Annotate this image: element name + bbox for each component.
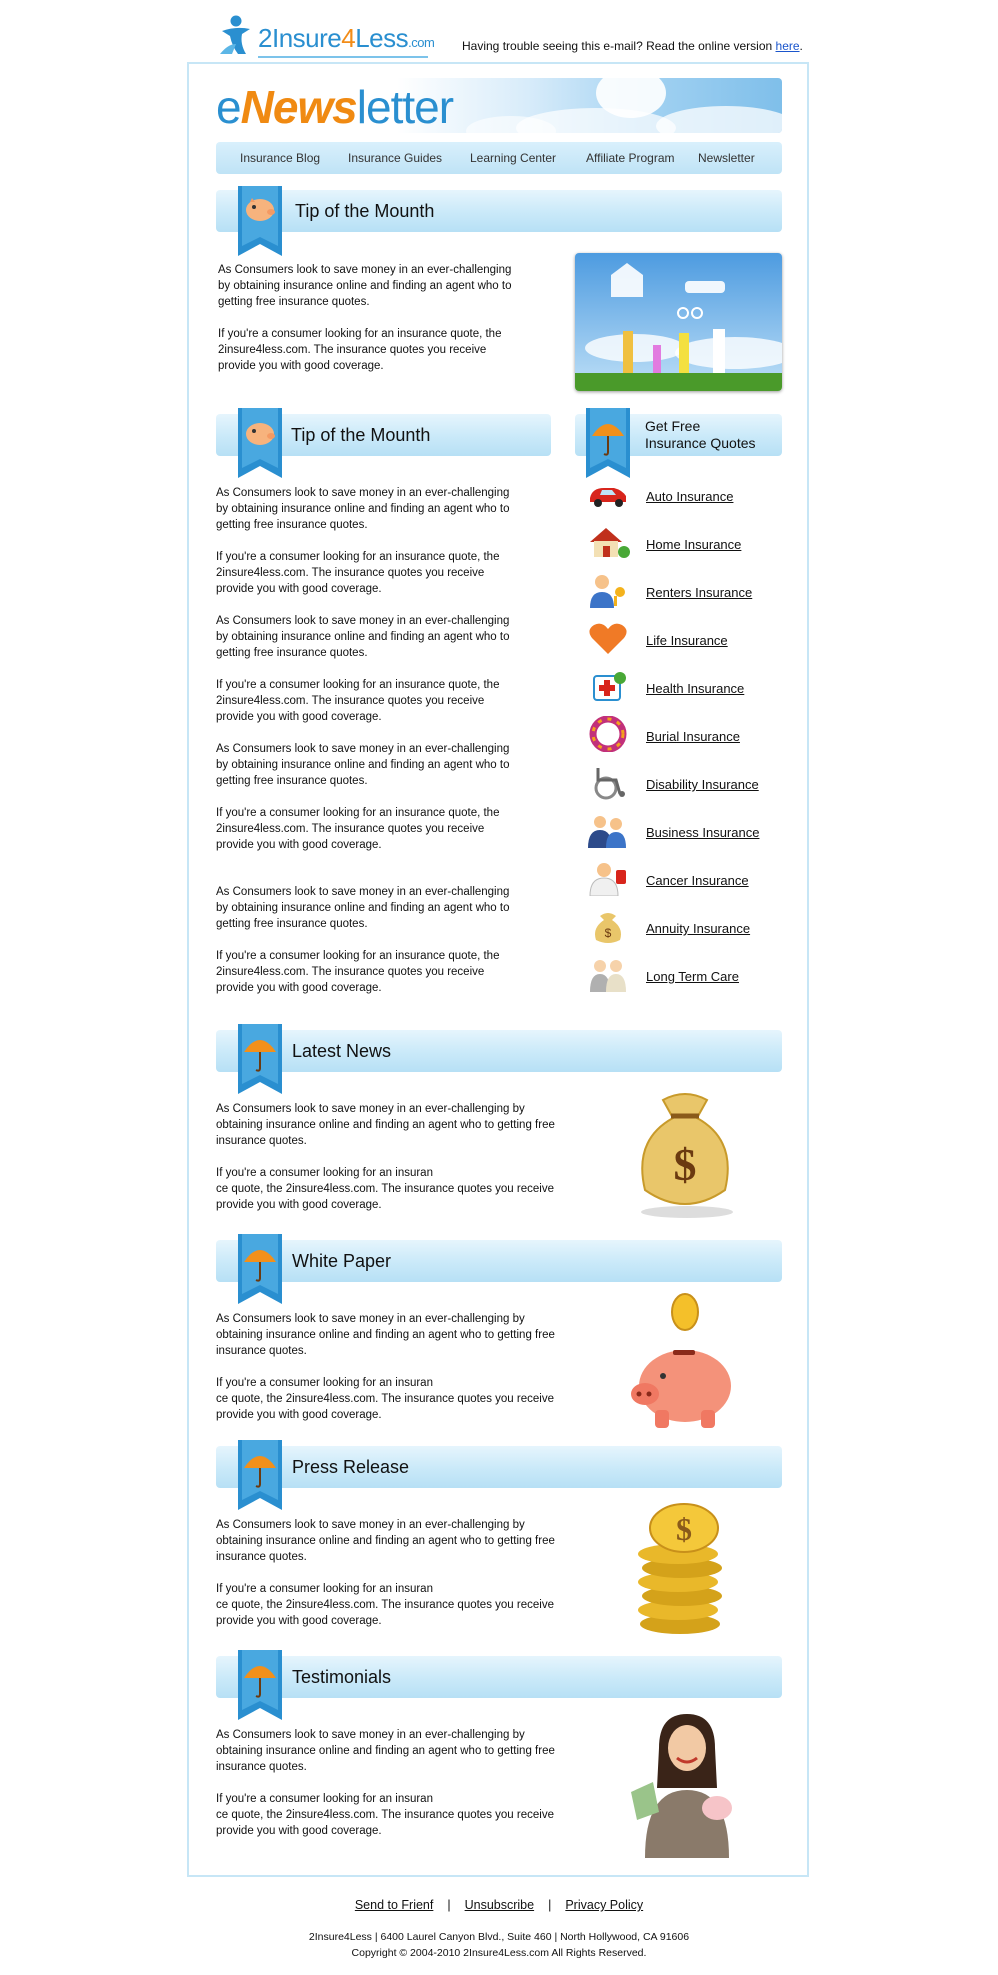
enewsletter-banner xyxy=(216,78,782,133)
tip-2-paragraph-6: If you're a consumer looking for an insurance quote, the 2insure4less.com. The insurance quotes you receive provide you with good coverage. xyxy=(216,807,500,851)
press-release-title: Press Release xyxy=(292,1457,410,1477)
piggy-bank-icon xyxy=(625,1290,745,1440)
quote-item-cancer[interactable] xyxy=(586,860,786,908)
logo-underline xyxy=(258,56,428,58)
quote-link-life[interactable]: Life Insurance xyxy=(646,633,728,648)
quotes-list xyxy=(586,476,786,1004)
nav-newsletter[interactable]: Newsletter xyxy=(698,151,755,165)
umbrella-icon xyxy=(238,1024,282,1094)
quotes-ribbon xyxy=(586,408,630,478)
quote-item-burial[interactable] xyxy=(586,716,786,764)
coin-stack-illustration xyxy=(622,1500,742,1645)
piggy-bank-illustration xyxy=(625,1290,745,1445)
svg-text:$: $ xyxy=(673,1139,697,1190)
banner-title: eNewsletter xyxy=(216,81,454,133)
renter-key-icon xyxy=(586,572,630,608)
quote-link-disability[interactable]: Disability Insurance xyxy=(646,777,759,792)
nav-insurance-guides[interactable]: Insurance Guides xyxy=(348,151,443,165)
umbrella-icon xyxy=(238,1440,282,1510)
latest-news-ribbon xyxy=(238,1024,282,1094)
main-nav xyxy=(216,142,782,174)
quote-link-auto[interactable]: Auto Insurance xyxy=(646,489,734,504)
car-icon xyxy=(586,476,630,512)
tip-paragraph-1: As Consumers look to save money in an ever-challenging by obtaining insurance online and finding an agent who to getting free insurance quotes. xyxy=(218,264,512,308)
quote-item-home[interactable] xyxy=(586,524,786,572)
quote-link-health[interactable]: Health Insurance xyxy=(646,681,745,696)
piggy-bank-icon xyxy=(238,186,282,256)
svg-text:$: $ xyxy=(676,1511,692,1547)
family-photo xyxy=(575,253,782,391)
logo-text: 2Insure4Less.com xyxy=(258,23,435,53)
footer-separator: | xyxy=(548,1898,552,1912)
umbrella-icon xyxy=(238,1650,282,1720)
tip-2-paragraph-5: As Consumers look to save money in an ever-challenging by obtaining insurance online and finding an agent who to getting free insurance quotes. xyxy=(216,743,510,787)
footer-links xyxy=(0,1898,998,1912)
woman-with-money-icon xyxy=(625,1708,745,1858)
testimonials-paragraph-2: If you're a consumer looking for an insuran ce quote, the 2insure4less.com. The insurance quotes you receive provide you with good coverage. xyxy=(216,1793,554,1837)
money-bag-icon xyxy=(586,908,630,944)
wreath-icon xyxy=(586,716,630,752)
testimonials-ribbon xyxy=(238,1650,282,1720)
tip-2-paragraph-7: As Consumers look to save money in an ever-challenging by obtaining insurance online and finding an agent who to getting free insurance quotes. xyxy=(216,886,510,930)
quote-item-health[interactable] xyxy=(586,668,786,716)
house-icon xyxy=(586,524,630,560)
logo[interactable] xyxy=(216,14,435,58)
press-release-paragraph-1: As Consumers look to save money in an ever-challenging by obtaining insurance online and finding an agent who to getting free insurance quotes. xyxy=(216,1519,555,1563)
footer-copyright: Copyright © 2004-2010 2Insure4Less.com All Rights Reserved. xyxy=(351,1947,647,1959)
quote-link-cancer[interactable]: Cancer Insurance xyxy=(646,873,749,888)
latest-news-title: Latest News xyxy=(292,1041,392,1061)
tip-2-paragraph-3: As Consumers look to save money in an ever-challenging by obtaining insurance online and finding an agent who to getting free insurance quotes. xyxy=(216,615,510,659)
piggy-bank-icon xyxy=(238,408,282,478)
testimonials-title: Testimonials xyxy=(292,1667,392,1687)
nav-learning-center[interactable]: Learning Center xyxy=(470,151,557,165)
elderly-couple-icon xyxy=(586,956,630,992)
white-paper-paragraph-1: As Consumers look to save money in an ever-challenging by obtaining insurance online and finding an agent who to getting free insurance quotes. xyxy=(216,1313,555,1357)
tip-2-paragraph-1: As Consumers look to save money in an ever-challenging by obtaining insurance online and finding an agent who to getting free insurance quotes. xyxy=(216,487,510,531)
quote-link-renters[interactable]: Renters Insurance xyxy=(646,585,753,600)
quote-link-annuity[interactable]: Annuity Insurance xyxy=(646,921,751,936)
quote-item-business[interactable] xyxy=(586,812,786,860)
business-people-icon xyxy=(586,812,630,848)
quote-item-annuity[interactable] xyxy=(586,908,786,956)
health-kit-icon xyxy=(586,668,630,704)
quote-item-life[interactable] xyxy=(586,620,786,668)
white-paper-ribbon xyxy=(238,1234,282,1304)
footer-address: 2Insure4Less | 6400 Laurel Canyon Blvd., Suite 460 | North Hollywood, CA 91606 xyxy=(308,1931,690,1943)
privacy-policy-link[interactable]: Privacy Policy xyxy=(565,1898,644,1912)
family-illustration xyxy=(575,253,782,391)
unsubscribe-link[interactable]: Unsubscribe xyxy=(464,1898,535,1912)
quote-item-disability[interactable] xyxy=(586,764,786,812)
tip-title: Tip of the Mounth xyxy=(295,201,435,221)
umbrella-icon xyxy=(238,1234,282,1304)
quote-link-long-term-care[interactable]: Long Term Care xyxy=(646,969,739,984)
quote-item-auto[interactable] xyxy=(586,476,786,524)
latest-news-paragraph-1: As Consumers look to save money in an ever-challenging by obtaining insurance online and finding an agent who to getting free insurance quotes. xyxy=(216,1103,555,1147)
coin-stack-icon xyxy=(622,1500,742,1640)
tip-ribbon xyxy=(238,186,282,256)
umbrella-icon xyxy=(586,408,630,478)
tip-2-paragraph-4: If you're a consumer looking for an insurance quote, the 2insure4less.com. The insurance quotes you receive provide you with good coverage. xyxy=(216,679,500,723)
send-to-friend-link[interactable]: Send to Frienf xyxy=(354,1898,434,1912)
testimonials-paragraph-1: As Consumers look to save money in an ever-challenging by obtaining insurance online and finding an agent who to getting free insurance quotes. xyxy=(216,1729,555,1773)
white-paper-title: White Paper xyxy=(292,1251,392,1271)
quote-link-home[interactable]: Home Insurance xyxy=(646,537,742,552)
footer-address-block xyxy=(0,1929,998,1961)
doctor-icon xyxy=(586,860,630,896)
white-paper-paragraph-2: If you're a consumer looking for an insuran ce quote, the 2insure4less.com. The insurance quotes you receive provide you with good coverage. xyxy=(216,1377,554,1421)
tip-2-ribbon xyxy=(238,408,282,478)
tip-2-title: Tip of the Mounth xyxy=(291,425,431,445)
tip-paragraph-2: If you're a consumer looking for an insurance quote, the 2insure4less.com. The insurance quotes you receive provide you with good coverage. xyxy=(218,328,502,372)
quote-item-long-term-care[interactable] xyxy=(586,956,786,1004)
nav-affiliate-program[interactable]: Affiliate Program xyxy=(586,151,675,165)
quote-item-renters[interactable] xyxy=(586,572,786,620)
latest-news-paragraph-2: If you're a consumer looking for an insuran ce quote, the 2insure4less.com. The insurance quotes you receive provide you with good coverage. xyxy=(216,1167,554,1211)
quote-link-burial[interactable]: Burial Insurance xyxy=(646,729,740,744)
online-version-notice: Having trouble seeing this e-mail? Read the online version here. xyxy=(462,39,803,53)
wheelchair-icon xyxy=(586,764,630,800)
woman-with-money-photo xyxy=(625,1708,745,1863)
press-release-paragraph-2: If you're a consumer looking for an insuran ce quote, the 2insure4less.com. The insurance quotes you receive provide you with good coverage. xyxy=(216,1583,554,1627)
svg-text:$: $ xyxy=(604,926,612,940)
online-version-link[interactable]: here xyxy=(775,39,800,53)
logo-figure-icon xyxy=(216,14,256,58)
tip-2-paragraph-2: If you're a consumer looking for an insurance quote, the 2insure4less.com. The insurance quotes you receive provide you with good coverage. xyxy=(216,551,500,595)
tip-2-paragraph-8: If you're a consumer looking for an insurance quote, the 2insure4less.com. The insurance quotes you receive provide you with good coverage. xyxy=(216,950,500,994)
footer-separator: | xyxy=(447,1898,451,1912)
quote-link-business[interactable]: Business Insurance xyxy=(646,825,760,840)
press-release-ribbon xyxy=(238,1440,282,1510)
nav-insurance-blog[interactable]: Insurance Blog xyxy=(240,151,321,165)
heart-icon xyxy=(586,620,630,656)
money-bag-icon xyxy=(625,1090,745,1220)
money-bag-illustration xyxy=(625,1090,745,1225)
quotes-title: Get Free Insurance Quotes xyxy=(645,418,756,451)
